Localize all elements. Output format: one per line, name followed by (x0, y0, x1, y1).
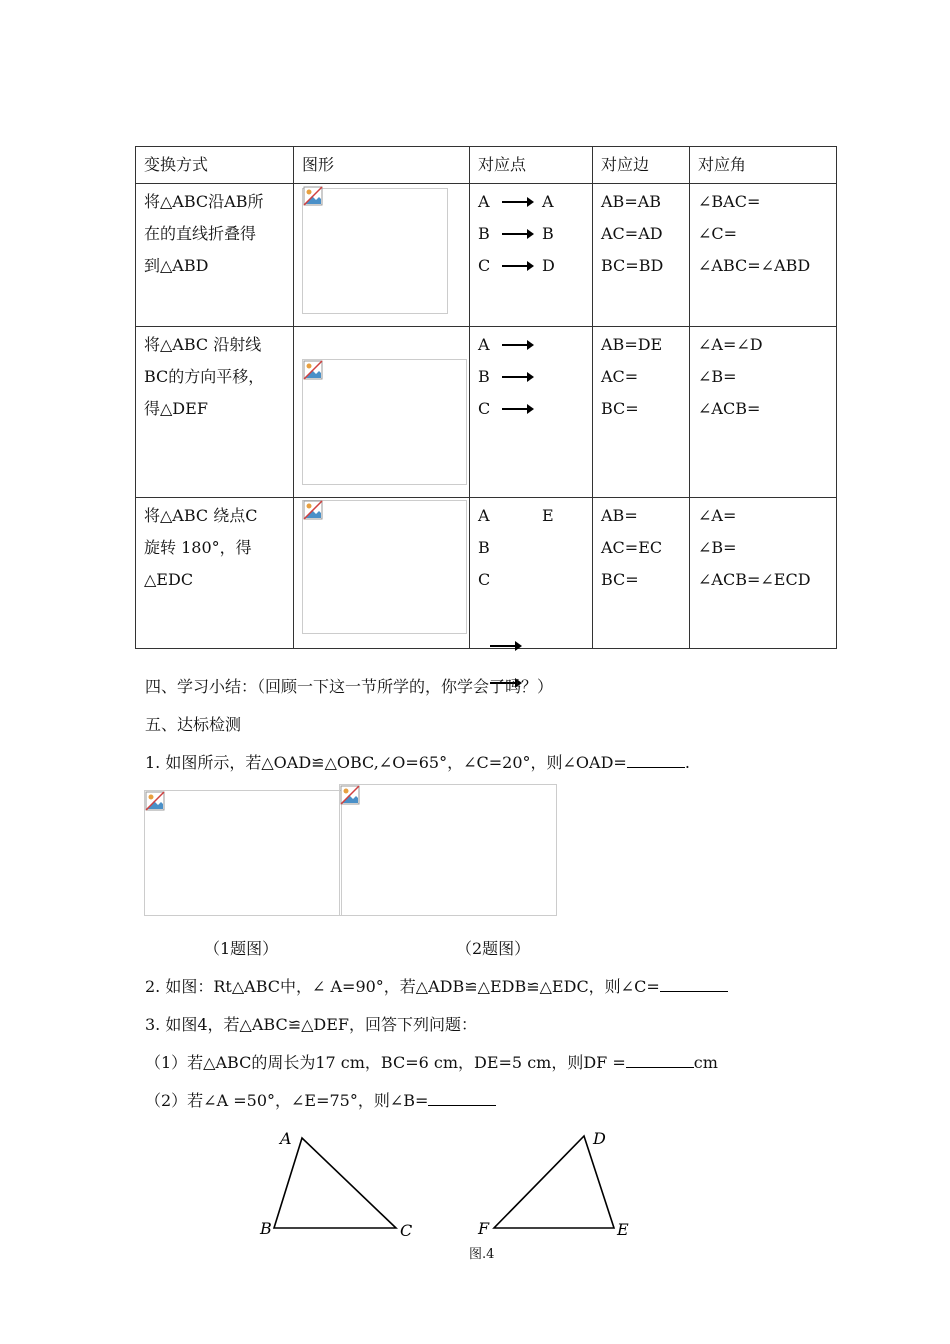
header-cell: 对应点 (478, 155, 527, 174)
figure-cell (294, 498, 470, 649)
vertex-label: A (280, 1129, 292, 1148)
transform-desc: 将△ABC 绕点C 旋转 180°，得 △EDC (144, 506, 258, 589)
figure-4-triangles (250, 1120, 650, 1270)
question-2: 2. 如图：Rt△ABC中，∠ A=90°，若△ADB≌△EDB≌△EDC，则∠C= (145, 974, 728, 997)
right-arrow-icon (502, 344, 532, 346)
sides-cell: AB=AB AC=AD BC=BD (601, 192, 664, 275)
answer-blank (627, 753, 685, 768)
right-arrow-icon (502, 233, 532, 235)
image-frame-q1 (144, 790, 342, 916)
table-row (136, 327, 837, 498)
sides-cell: AB=DE AC= BC= (601, 335, 663, 418)
image-frame (302, 500, 467, 634)
vertex-label: D (593, 1129, 606, 1148)
angles-cell: ∠A=∠D ∠B= ∠ACB= (698, 335, 763, 418)
image-frame (302, 188, 448, 314)
right-arrow-icon (502, 376, 532, 378)
header-cell: 对应边 (601, 155, 650, 174)
vertex-label: C (400, 1221, 413, 1240)
answer-blank (660, 977, 728, 992)
figure-4-caption: 图.4 (469, 1247, 495, 1262)
header-cell: 对应角 (698, 155, 747, 174)
vertex-label: B (260, 1219, 272, 1238)
transform-desc: 将△ABC沿AB所 在的直线折叠得 到△ABD (144, 192, 264, 275)
caption-q2: （2题图） (456, 939, 531, 958)
triangle-abc (274, 1138, 396, 1228)
transform-table (135, 146, 837, 649)
test-heading: 五、达标检测 (145, 715, 242, 734)
summary-heading: 四、学习小结：（回顾一下这一节所学的，你学会了吗？） (145, 677, 554, 696)
right-arrow-icon (490, 645, 520, 647)
points-cell: A A B B C D (478, 192, 555, 275)
header-cell: 变换方式 (144, 155, 209, 174)
question-3-part-2: （2）若∠A =50°，∠E=75°，则∠B= (145, 1088, 496, 1111)
right-arrow-icon (502, 201, 532, 203)
broken-image-icon (303, 500, 323, 520)
question-1: 1. 如图所示，若△OAD≌△OBC,∠O=65°，∠C=20°，则∠OAD= . (145, 753, 690, 772)
figure-cell (294, 327, 470, 498)
vertex-label: E (617, 1220, 629, 1239)
vertex-label: F (478, 1219, 490, 1238)
table-header-row (136, 147, 837, 184)
image-frame-q2 (339, 784, 557, 916)
angles-cell: ∠A= ∠B= ∠ACB=∠ECD (698, 506, 811, 589)
answer-blank (428, 1091, 496, 1106)
caption-q1: （1题图） (204, 939, 279, 958)
question-3-part-1: （1）若△ABC的周长为17 cm，BC=6 cm，DE=5 cm，则DF = cm (145, 1053, 718, 1072)
broken-image-icon (340, 785, 360, 805)
points-cell: A B C (470, 327, 592, 427)
broken-image-icon (303, 186, 323, 206)
table-row (136, 498, 837, 649)
header-cell: 图形 (302, 155, 335, 174)
answer-blank (626, 1053, 694, 1068)
broken-image-icon (303, 360, 323, 380)
right-arrow-icon (502, 265, 532, 267)
sides-cell: AB= AC=EC BC= (601, 506, 663, 589)
right-arrow-icon (502, 408, 532, 410)
points-cell: A E B C (478, 506, 554, 589)
question-3: 3. 如图4，若△ABC≌△DEF，回答下列问题： (145, 1015, 478, 1034)
transform-desc: 将△ABC 沿射线 BC的方向平移， 得△DEF (144, 335, 265, 418)
figure-cell (294, 184, 470, 327)
table-row (136, 184, 837, 327)
image-frame (302, 359, 467, 485)
angles-cell: ∠BAC= ∠C= ∠ABC=∠ABD (698, 192, 811, 275)
broken-image-icon (145, 791, 165, 811)
triangle-def (494, 1136, 614, 1228)
